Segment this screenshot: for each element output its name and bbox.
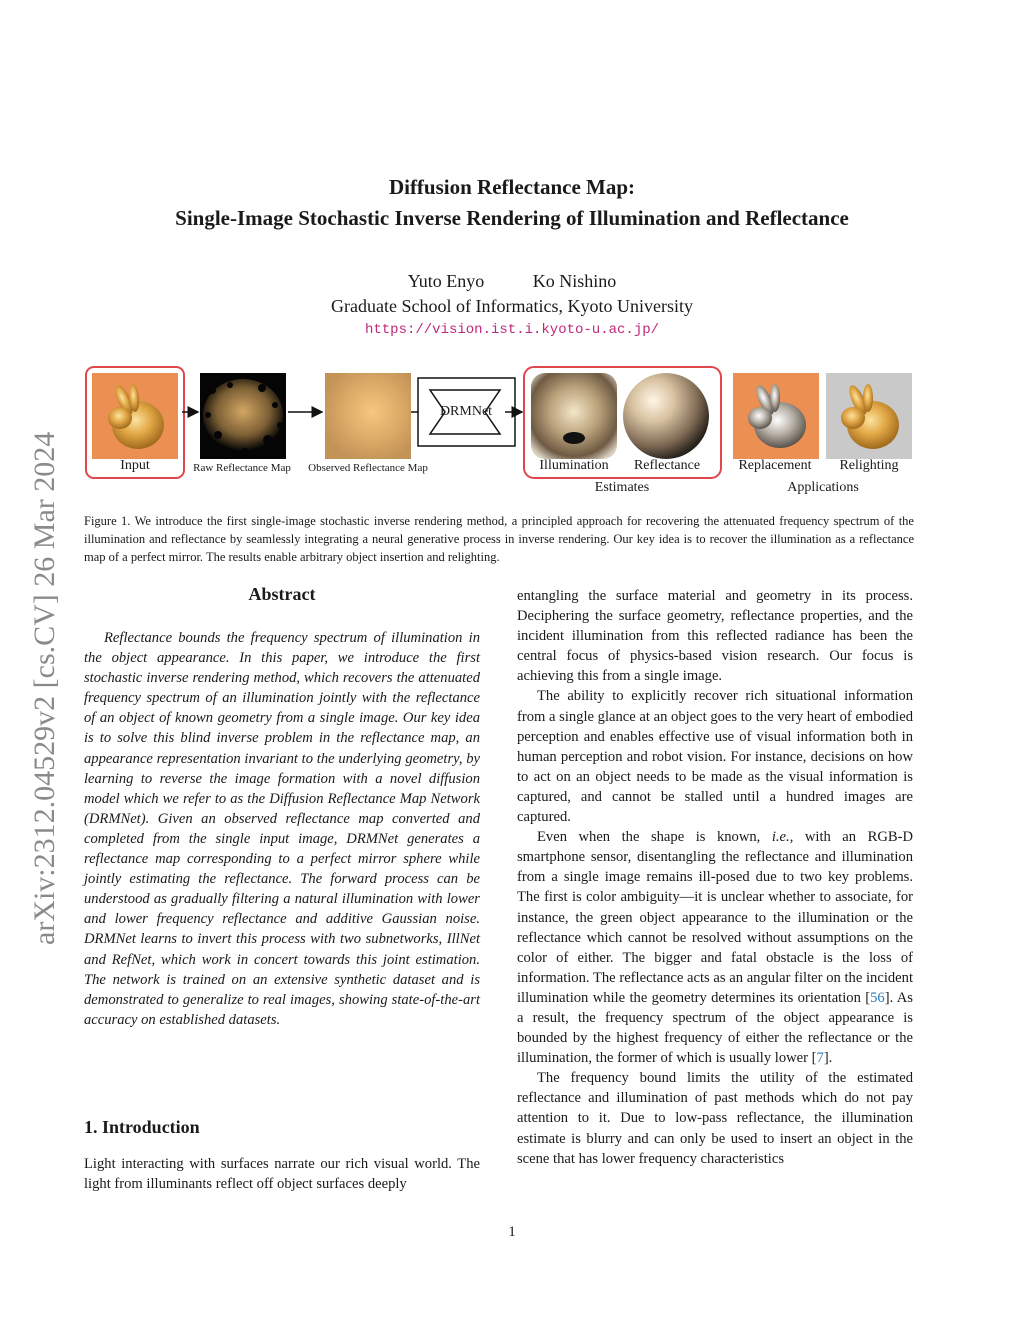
label-drmnet: DRMNet bbox=[439, 404, 493, 419]
author-2: Ko Nishino bbox=[532, 271, 617, 291]
affiliation: Graduate School of Informatics, Kyoto University bbox=[331, 296, 693, 316]
p3-text-d: ]. bbox=[823, 1050, 833, 1067]
page-number: 1 bbox=[508, 1224, 516, 1240]
label-input: Input bbox=[120, 458, 150, 473]
paper-title-line2: Single-Image Stochastic Inverse Rendering of Illumination and Reflectance bbox=[175, 206, 849, 230]
p3-text-c: ]. As a result, the frequency spectrum of the object appearance is bounded by the highest frequency of either the reflectance or the illumination, the former of which is usually lower [ bbox=[517, 989, 913, 1067]
author-list bbox=[0, 271, 1024, 292]
label-reflectance: Reflectance bbox=[633, 458, 701, 473]
intro-paragraph-1-continued: entangling the surface material and geometry in its process. Deciphering the surface geometry, reflectance properties, and the incident illumination from this reflected radiance has been the central focus of physics-based vision research. Our focus is achieving this from a single image. bbox=[517, 588, 913, 685]
label-applications: Applications bbox=[787, 480, 859, 495]
figure-1 bbox=[0, 360, 1024, 510]
p3-text-a: Even when the shape is known, bbox=[537, 829, 772, 846]
intro-paragraph-1: Light interacting with surfaces narrate our rich visual world. The light from illuminants reflect off object surfaces deeply bbox=[84, 1156, 480, 1193]
project-url-link[interactable]: https://vision.ist.i.kyoto-u.ac.jp/ bbox=[364, 322, 660, 338]
paper-title-line1: Diffusion Reflectance Map: bbox=[388, 175, 636, 199]
label-raw-reflectance-map: Raw Reflectance Map bbox=[193, 462, 291, 474]
label-relighting: Relighting bbox=[839, 458, 899, 473]
section-heading-introduction: 1. Introduction bbox=[84, 1117, 200, 1137]
p3-ie: i.e. bbox=[771, 829, 790, 846]
p3-text-b: , with an RGB-D smartphone sensor, disentangling the reflectance and illumination from a single image remains ill-posed due to two key problems. The first is color ambiguity—it is unclear whether to associate, for instance, the green object appearance to the illumination or the reflectance which cannot be resolved without assumptions on the color of either. The bigger and fatal obstacle is the loss of information. The reflectance acts as an angular filter on the incident illumination while the geometry determines its orientation [ bbox=[517, 829, 913, 1006]
arxiv-sidebar: arXiv:2312.04529v2 [cs.CV] 26 Mar 2024 bbox=[28, 431, 61, 945]
label-estimates: Estimates bbox=[594, 480, 650, 495]
abstract-heading: Abstract bbox=[248, 584, 316, 604]
right-column bbox=[517, 586, 913, 1169]
abstract-text: Reflectance bounds the frequency spectrum of illumination in the object appearance. In this paper, we introduce the first stochastic inverse rendering method, which recovers the attenuated frequency spectrum of an illumination jointly with the reflectance of an object of known geometry from a single image. Our key idea is to solve this blind inverse problem in the reflectance map, an appearance representation invariant to the underlying geometry, by learning to reverse the image formation with a novel diffusion model which we refer to as the Diffusion Reflectance Map Network (DRMNet). Given an observed reflectance map converted and completed from the single input image, DRMNet generates a reflectance map corresponding to a perfect mirror sphere while jointly estimating the reflectance. The forward process can be understood as gradually filtering a natural illumination with lower and lower frequency reflectance and additive Gaussian noise. DRMNet learns to invert this process with two subnetworks, IllNet and RefNet, which work in concert towards this joint estimation. The network is trained on an extensive synthetic dataset and is demonstrated to generalize to real images, showing state-of-the-art accuracy on established datasets. bbox=[84, 630, 480, 1028]
label-illumination: Illumination bbox=[539, 458, 609, 473]
label-replacement: Replacement bbox=[738, 458, 812, 473]
figure-caption: Figure 1. We introduce the first single-image stochastic inverse rendering method, a principled approach for recovering the attenuated frequency spectrum of the illumination and reflectance by seamlessly integrating a neural generative process in inverse rendering. Our key idea is to recover the illumination as a reflectance map of a perfect mirror. The results enable arbitrary object insertion and relighting. bbox=[84, 514, 914, 564]
citation-56-link[interactable]: 56 bbox=[870, 989, 885, 1006]
intro-paragraph-4: The frequency bound limits the utility of the estimated reflectance and illumination of past methods which do not pay attention to it. Due to low-pass reflectance, the illumination estimate is blurry and can only be used to insert an object in the scene that has lower frequency characteristics bbox=[517, 1070, 913, 1167]
intro-paragraph-3 bbox=[517, 827, 913, 1068]
intro-paragraph-2: The ability to explicitly recover rich situational information from a single glance at an object goes to the very heart of embodied perception and enables effective use of visual information both in human perception and robot vision. For instance, decisions on how to act on an object needs to be made as the visual information is captured, and cannot be stalled until a hundred images are captured. bbox=[517, 688, 913, 826]
citation-7-link[interactable]: 7 bbox=[816, 1050, 824, 1067]
author-1: Yuto Enyo bbox=[407, 271, 485, 291]
label-observed-reflectance-map: Observed Reflectance Map bbox=[308, 462, 428, 474]
